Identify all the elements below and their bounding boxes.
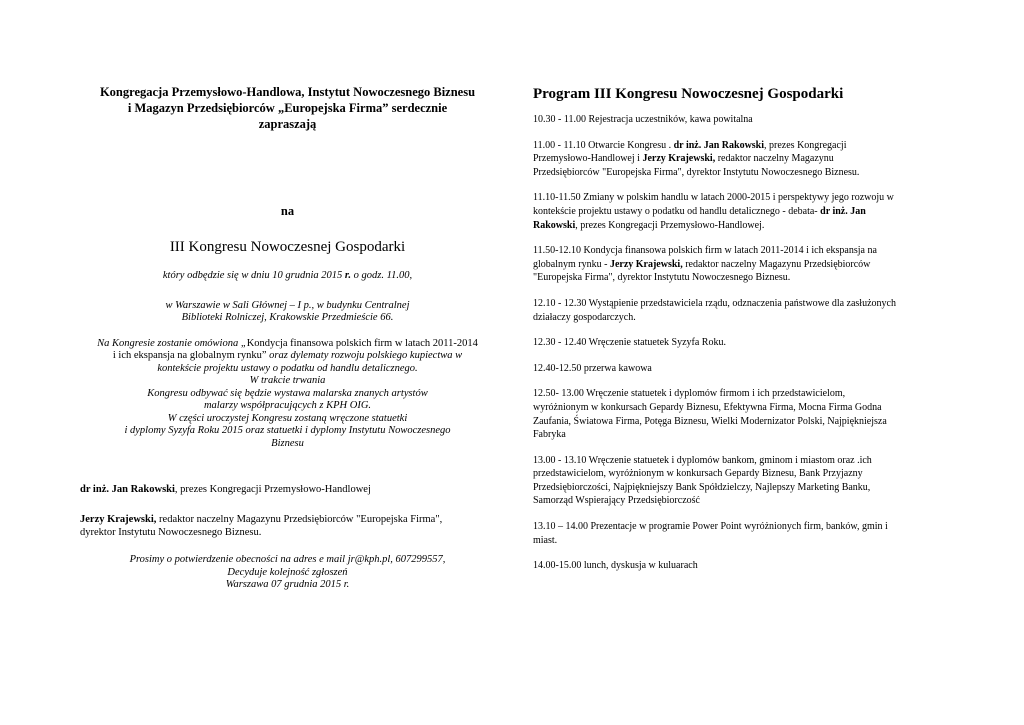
program-line (533, 152, 943, 166)
program-line (533, 205, 943, 219)
program-line: 12.40-12.50 przerwa kawowa (533, 362, 652, 374)
program-item (533, 244, 943, 285)
header-line: i Magazyn Przedsiębiorców „Europejska Firma” serdecznie (127, 101, 448, 115)
invitation-header (80, 84, 495, 132)
program-item (533, 559, 943, 573)
header-line: zapraszają (258, 117, 317, 131)
program-item (533, 520, 943, 547)
venue-line: Biblioteki Rolniczej, Krakowskie Przedmieście 66. (181, 312, 394, 323)
program-item (533, 191, 943, 232)
speaker-name: Jerzy Krajewski, (609, 258, 683, 270)
item-text: Przemysłowo-Handlowej i (533, 153, 643, 165)
program-line: 14.00-15.00 lunch, dyskusja w kuluarach (533, 560, 698, 572)
item-text: redaktor naczelny Magazynu Przedsiębiorców (682, 258, 871, 270)
program-line: Przedsiębiorców "Europejska Firma", dyrektor Instytutu Nowoczesnego Biznesu. (533, 166, 860, 178)
program-line: przedstawicielom, wyróżnionym w konkursach Gepardy Biznesu, Bank Przyjazny (533, 468, 863, 480)
congress-topic (80, 338, 495, 451)
program-line: 11.50-12.10 Kondycja finansowa polskich firm w latach 2011-2014 i ich ekspansja na (533, 245, 877, 257)
program-line: 12.30 - 12.40 Wręczenie statuetek Syzyfa Roku. (533, 337, 726, 349)
speaker-name: Rakowski (533, 219, 576, 231)
rsvp-line: Decyduje kolejność zgłoszeń (227, 566, 348, 578)
speaker-name: dr inż. Jan Rakowski (673, 139, 765, 151)
item-text: 11.00 - 11.10 Otwarcie Kongresu . (533, 139, 674, 151)
program-column (533, 86, 943, 573)
topic-title: Kondycja finansowa polskich firm w latach 2011-2014 (246, 337, 478, 349)
program-line: działaczy gospodarczych. (533, 311, 636, 323)
program-line: Fabryka (533, 429, 566, 441)
topic-line (80, 350, 495, 363)
topic-tail: oraz dylematy rozwoju polskiego kupiectwa w (266, 350, 463, 361)
program-line: Przedsiębiorczości, Najpiękniejszy Bank Spółdzielczy, Najlepszy Marketing Banku, (533, 481, 871, 493)
program-line (533, 219, 943, 233)
program-item (533, 454, 943, 508)
rsvp-note (80, 554, 495, 592)
event-date (80, 270, 495, 283)
program-line: "Europejska Firma", dyrektor Instytutu Nowoczesnego Biznesu. (533, 272, 791, 284)
program-item (533, 113, 943, 127)
topic-line: malarzy współpracujących z KPH OIG. (203, 400, 372, 411)
program-line: 11.10-11.50 Zmiany w polskim handlu w latach 2000-2015 i perspektywy jego rozwoju w (533, 192, 894, 204)
program-title: Program III Kongresu Nowoczesnej Gospodarki (533, 86, 844, 102)
congress-title: III Kongresu Nowoczesnej Gospodarki (169, 239, 406, 255)
signature-krajewski (80, 513, 495, 539)
topic-line: W trakcie trwania (249, 375, 326, 386)
na-word: na (280, 204, 295, 218)
program-line: Samorząd Wspierający Przedsiębiorczość (533, 495, 700, 507)
event-venue (80, 300, 495, 325)
rsvp-line: Warszawa 07 grudnia 2015 r. (225, 579, 350, 590)
date-time: o godz. 11.00, (351, 270, 413, 281)
program-item (533, 297, 943, 324)
program-line (533, 139, 943, 153)
topic-line: Kongresu odbywać się będzie wystawa malarska znanych artystów (147, 387, 428, 399)
program-line: 12.50- 13.00 Wręczenie statuetek i dyplomów firmom i ich przedstawicielom, (533, 388, 846, 400)
signature-line: dyrektor Instytutu Nowoczesnego Biznesu. (80, 527, 262, 538)
item-text: , prezes Kongregacji Przemysłowo-Handlowej. (575, 219, 765, 231)
item-text: redaktor naczelny Magazynu (715, 153, 834, 165)
program-line: wyróżnionym w konkursach Gepardy Biznesu, Efektywna Firma, Mocna Firma Godna (533, 401, 882, 413)
topic-title: i ich ekspansja na globalnym rynku” (112, 350, 267, 361)
signatory-name: Jerzy Krajewski, (80, 514, 157, 525)
topic-line: W części uroczystej Kongresu zostaną wręczone statuetki (167, 412, 408, 424)
program-item (533, 139, 943, 180)
signature-rakowski (80, 483, 495, 496)
item-text: kontekście projektu ustawy o podatku od handlu detalicznego - debata- (533, 205, 821, 217)
topic-line: Biznesu (271, 437, 304, 449)
invitation-column (80, 84, 495, 592)
program-line: miast. (533, 534, 558, 546)
item-text: globalnym rynku - (533, 258, 610, 270)
date-r: r. (344, 270, 352, 281)
venue-line: w Warszawie w Sali Głównej – I p., w budynku Centralnej (165, 299, 410, 311)
speaker-name: dr inż. Jan (820, 205, 866, 217)
program-item (533, 387, 943, 441)
date-text: który odbędzie się w dniu 10 grudnia 2015 (162, 270, 345, 281)
header-line: Kongregacja Przemysłowo-Handlowa, Instytut Nowoczesnego Biznesu (99, 85, 476, 99)
program-line (533, 258, 943, 272)
program-line: 10.30 - 11.00 Rejestracja uczestników, kawa powitalna (533, 114, 753, 125)
signatory-name: dr inż. Jan Rakowski (80, 484, 175, 495)
speaker-name: Jerzy Krajewski, (642, 153, 716, 165)
topic-intro: Na Kongresie zostanie omówiona „ (97, 337, 247, 349)
rsvp-line: Prosimy o potwierdzenie obecności na adres e mail jr@kph.pl, 607299557, (129, 554, 446, 565)
signature-line (80, 513, 495, 526)
signatory-role: redaktor naczelny Magazynu Przedsiębiorców "Europejska Firma", (156, 514, 443, 525)
topic-line: i dyplomy Syzyfa Roku 2015 oraz statuetki i dyplomy Instytutu Nowoczesnego (124, 425, 451, 436)
item-text: , prezes Kongregacji (764, 139, 847, 151)
program-line: 12.10 - 12.30 Wystąpienie przedstawiciela rządu, odznaczenia państwowe dla zasłużonych (533, 297, 896, 309)
program-line: 13.00 - 13.10 Wręczenie statuetek i dyplomów bankom, gminom i miastom oraz .ich (533, 454, 872, 466)
program-item (533, 362, 943, 376)
program-item (533, 336, 943, 350)
topic-line (80, 338, 495, 351)
signatory-role: , prezes Kongregacji Przemysłowo-Handlowej (174, 484, 371, 495)
program-line: 13.10 – 14.00 Prezentacje w programie Power Point wyróżnionych firm, banków, gmin i (533, 521, 888, 533)
program-line: Zaufania, Światowa Firma, Potęga Biznesu, Wielki Modernizator Polski, Najpiękniejsza (533, 415, 887, 427)
topic-line: kontekście projektu ustawy o podatku od handlu detalicznego. (157, 362, 418, 374)
